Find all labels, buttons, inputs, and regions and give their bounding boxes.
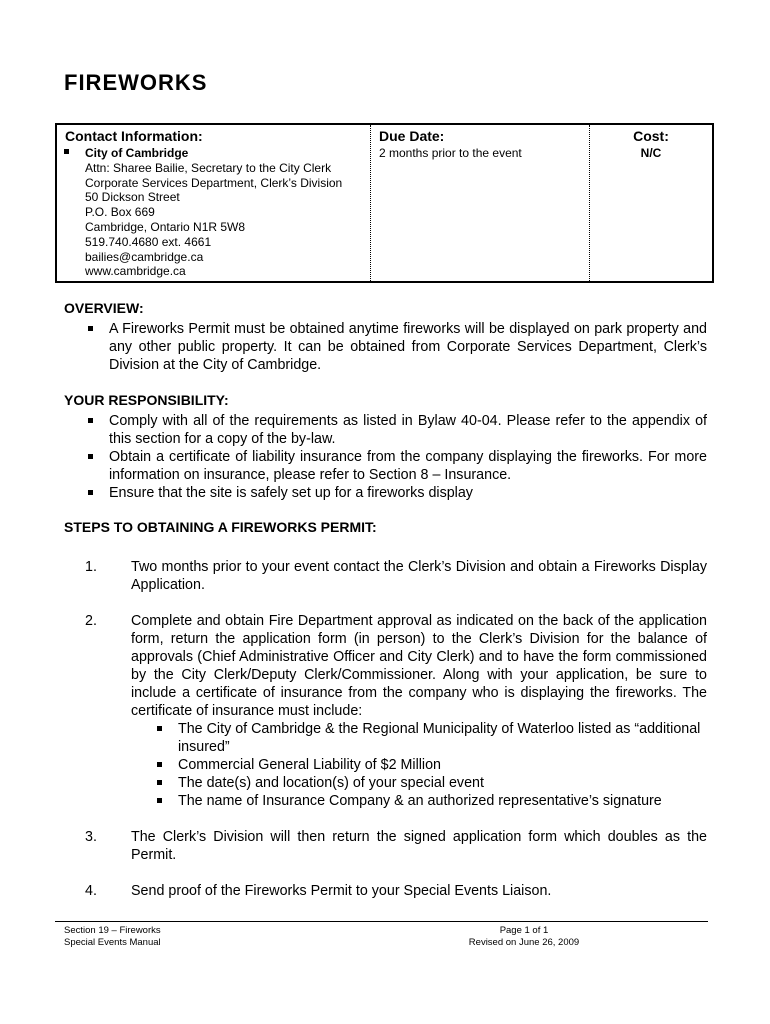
bullet-square-icon xyxy=(88,326,93,331)
step-item xyxy=(85,828,707,864)
step-number: 1. xyxy=(85,559,97,575)
responsibility-text: Obtain a certificate of liability insurance from the company displaying the fireworks. For more information on insurance, please refer to Section 8 – Insurance. xyxy=(109,449,707,483)
step-text: Complete and obtain Fire Department approval as indicated on the back of the application form, return the application form (in person) to the Clerk’s Division for the balance of approvals (Chief Administrative Officer and City Clerk) and to have the form commissioned by the City Clerk/Deputy Clerk/Commissioner. Along with your application, be sure to include a certificate of insurance from the company who is displaying the fireworks. The certificate of insurance must include: xyxy=(131,613,707,719)
insurance-requirement: The date(s) and location(s) of your special event xyxy=(178,775,484,791)
document-title: FIREWORKS xyxy=(64,70,208,95)
list-item xyxy=(131,792,707,810)
due-date-value: 2 months prior to the event xyxy=(379,146,522,160)
footer-manual: Special Events Manual xyxy=(64,937,161,948)
list-item xyxy=(85,448,707,484)
contact-list xyxy=(63,146,364,279)
steps-heading: STEPS TO OBTAINING A FIREWORKS PERMIT: xyxy=(64,519,377,535)
step-item xyxy=(85,558,707,594)
contact-street-line: 50 Dickson Street xyxy=(85,190,180,205)
cost-heading: Cost: xyxy=(633,128,669,144)
step-text: Two months prior to your event contact the Clerk’s Division and obtain a Fireworks Display Application. xyxy=(131,559,707,593)
bullet-square-icon xyxy=(88,454,93,459)
due-date-heading: Due Date: xyxy=(379,128,445,144)
footer-right xyxy=(440,925,608,949)
overview-heading: OVERVIEW: xyxy=(64,300,144,316)
contact-department-line: Corporate Services Department, Clerk’s Division xyxy=(85,175,343,190)
step-number: 4. xyxy=(85,883,97,899)
step-number: 3. xyxy=(85,829,97,845)
overview-bullets xyxy=(85,320,707,374)
step-item xyxy=(85,612,707,810)
contact-city-line: Cambridge, Ontario N1R 5W8 xyxy=(85,219,246,234)
steps-list xyxy=(85,558,707,918)
list-item xyxy=(85,320,707,374)
bullet-square-icon xyxy=(64,149,69,154)
bullet-square-icon xyxy=(157,726,162,731)
bullet-square-icon xyxy=(88,490,93,495)
contact-po-box-line: P.O. Box 669 xyxy=(85,205,155,220)
step-text: Send proof of the Fireworks Permit to your Special Events Liaison. xyxy=(131,883,552,899)
list-item xyxy=(131,756,707,774)
insurance-requirement: The name of Insurance Company & an authorized representative’s signature xyxy=(178,793,662,809)
step-item xyxy=(85,882,707,900)
cost-value: N/C xyxy=(640,146,662,160)
list-item xyxy=(131,774,707,792)
contact-info-table xyxy=(55,123,714,283)
responsibility-heading: YOUR RESPONSIBILITY: xyxy=(64,392,229,408)
list-item xyxy=(85,484,707,502)
responsibility-bullets xyxy=(85,412,707,502)
insurance-requirement: The City of Cambridge & the Regional Municipality of Waterloo listed as “additional insured” xyxy=(178,721,701,755)
step-number: 2. xyxy=(85,613,97,629)
due-date-column xyxy=(371,124,590,282)
contact-phone: 519.740.4680 ext. 4661 xyxy=(85,234,212,249)
bullet-square-icon xyxy=(157,780,162,785)
overview-text: A Fireworks Permit must be obtained anytime fireworks will be displayed on park property and any other public property. It can be obtained from Corporate Services Department, Clerk’s Division at the City of Cambridge. xyxy=(109,321,707,373)
footer-left xyxy=(64,925,161,949)
contact-website: www.cambridge.ca xyxy=(85,264,186,279)
insurance-requirement: Commercial General Liability of $2 Million xyxy=(178,757,442,773)
bullet-square-icon xyxy=(157,798,162,803)
responsibility-text: Ensure that the site is safely set up for a fireworks display xyxy=(109,485,473,501)
cost-column xyxy=(590,124,714,282)
list-item xyxy=(85,412,707,448)
list-item xyxy=(131,720,707,756)
contact-column xyxy=(56,124,371,282)
contact-attention-line: Attn: Sharee Bailie, Secretary to the City Clerk xyxy=(85,160,332,175)
contact-heading: Contact Information: xyxy=(65,128,203,144)
footer-page-number: Page 1 of 1 xyxy=(499,925,549,936)
step-text: The Clerk’s Division will then return the signed application form which doubles as the Permit. xyxy=(131,829,707,863)
footer-section: Section 19 – Fireworks xyxy=(64,925,161,936)
insurance-requirements-list xyxy=(131,720,707,810)
contact-entry xyxy=(63,146,364,279)
contact-organization: City of Cambridge xyxy=(85,146,189,160)
responsibility-text: Comply with all of the requirements as listed in Bylaw 40-04. Please refer to the appendix of this section for a copy of the by-law. xyxy=(109,413,707,447)
footer-revised-date: Revised on June 26, 2009 xyxy=(468,937,580,948)
footer-divider xyxy=(55,921,708,922)
contact-email: bailies@cambridge.ca xyxy=(85,249,204,264)
bullet-square-icon xyxy=(157,762,162,767)
bullet-square-icon xyxy=(88,418,93,423)
